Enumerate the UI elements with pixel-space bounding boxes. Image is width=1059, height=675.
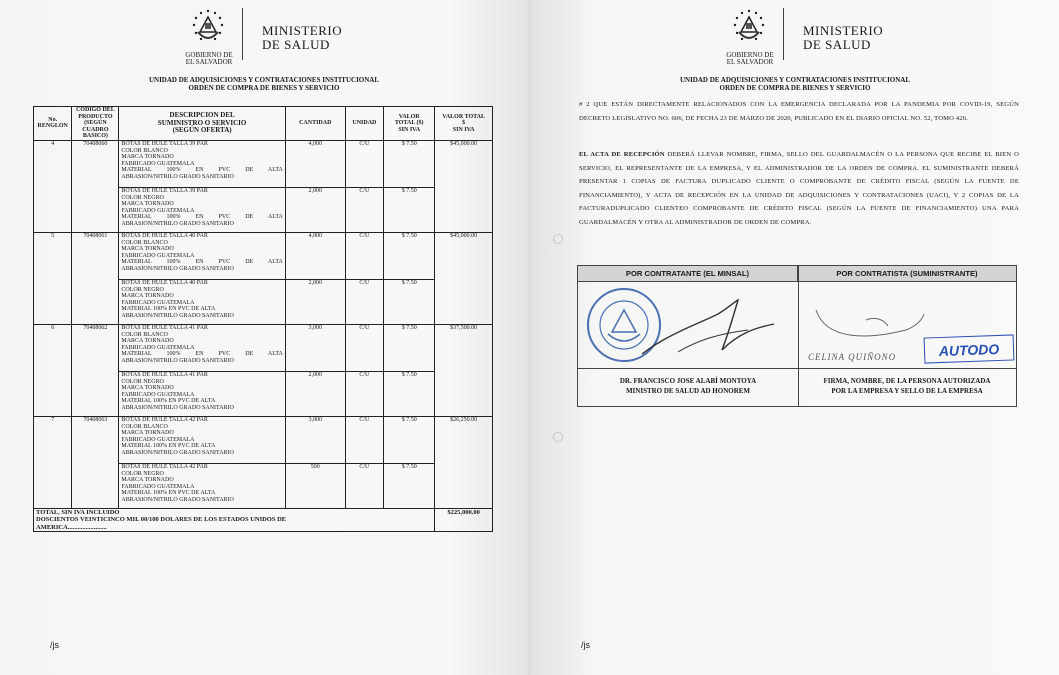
ministry-line1: MINISTERIO [262, 23, 343, 38]
table-row: BOTAS DE HULE TALLA 40 PAR COLOR NEGRO MARCA TORNADO FABRICADO GUATEMALA MATERIAL 100% EN PVC DE ALTA ABRASION/NITRILO GRADO SANITARIO 2,000 C/U $ 7.50 [34, 279, 493, 324]
table-row: BOTAS DE HULE TALLA 39 PAR COLOR NEGRO MARCA TORNADO FABRICADO GUATEMALA MATERIAL 100% EN PVC DE ALTA ABRASION/NITRILO GRADO SANITARIO 2,000 C/U $ 7.50 [34, 187, 493, 232]
signer-right: FIRMA, NOMBRE, DE LA PERSONA AUTORIZADA POR LA EMPRESA Y SELLO DE LA EMPRESA [823, 377, 991, 395]
company-stamp: AUTODO [924, 334, 1015, 363]
header-divider [242, 8, 243, 60]
table-body [34, 140, 493, 532]
table-row: 4 70408060 BOTAS DE HULE TALLA 39 PAR COLOR BLANCO MARCA TORNADO FABRICADO GUATEMALA MATERIAL 100% EN PVC DE ALTA ABRASION/NITRILO GRADO SANITARIO 4,000 C/U $ 7.50 $45,000.00 [34, 140, 493, 187]
signature-table [577, 265, 1017, 407]
left-page [0, 0, 528, 675]
signature-scribble-icon [638, 294, 778, 366]
signer-left: DR. FRANCISCO JOSE ALABÍ MONTOYA MINISTRO DE SALUD AD HONOREM [619, 377, 757, 395]
coat-of-arms-icon [729, 8, 769, 48]
col-descripcion: DESCRIPCION DEL SUMINISTRO O SERVICIO (SEGÚN OFERTA) [119, 107, 286, 141]
table-row: BOTAS DE HULE TALLA 42 PAR COLOR NEGRO MARCA TORNADO FABRICADO GUATEMALA MATERIAL 100% EN PVC DE ALTA ABRASION/NITRILO GRADO SANITARIO 500 C/U $ 7.50 [34, 463, 493, 508]
right-page [531, 0, 1059, 675]
gob-line2: EL SALVADOR [185, 58, 233, 66]
footer-initials: /js [50, 640, 59, 650]
purchase-order-table [33, 106, 493, 532]
col-renglon: No. RENGLON [34, 107, 72, 141]
col-cantidad: CANTIDAD [285, 107, 345, 141]
paragraph-acta: EL ACTA DE RECEPCIÓN DEBERÁ LLEVAR NOMBRE, FIRMA, SELLO DEL GUARDALMACÉN O LA PERSONA QUE RECIBE EL BIEN O SERVICIO, EL REPRESENTANTE DE LA EMPRESA, Y EL ADMINISTRADOR DE LA ORDEN DE COMPRA. EL SUMINISTRANTE DEBERÁ PRESENTAR 1 COPIAS DE FACTURA DUPLICADO CLIENTE O COMPROBANTE DE CRÉDITO FISCAL (SEGÚN LA FUENTE DE FINANCIAMIENTO), Y ACTA DE RECEPCIÓN EN LA UNIDAD DE ADQUISICIONES Y CONTRATACIONES (UACI), Y 2 COPIAS DE LA FACTURADUPLICADO CLIENTEO COMPROBANTE DE CRÉDITO FISCAL (SEGÚN LA FUENTE DE FINANCIAMIENTO) UNA PARA GUARDALMACÉN Y OTRA AL ADMINISTRADOR DE ORDEN DE COMPRA. [579, 151, 1020, 226]
sig-header-contratista: POR CONTRATISTA (SUMINISTRANTE) [798, 266, 1016, 282]
table-row: 6 70408062 BOTAS DE HULE TALLA 41 PAR COLOR BLANCO MARCA TORNADO FABRICADO GUATEMALA MATERIAL 100% EN PVC DE ALTA ABRASION/NITRILO GRADO SANITARIO 3,000 C/U $ 7.50 $37,500.00 [34, 324, 493, 371]
col-valor: VALOR TOTAL ($) SIN IVA [384, 107, 435, 141]
contractor-signature-icon [806, 290, 926, 350]
ministry-header [180, 6, 420, 70]
table-row: BOTAS DE HULE TALLA 41 PAR COLOR NEGRO MARCA TORNADO FABRICADO GUATEMALA MATERIAL 100% EN PVC DE ALTA ABRASION/NITRILO GRADO SANITARIO 2,000 C/U $ 7.50 [34, 371, 493, 416]
total-row [34, 508, 493, 532]
binder-hole [553, 234, 563, 244]
ministry-line2: DE SALUD [262, 37, 330, 52]
sig-header-contratante: POR CONTRATANTE (EL MINSAL) [578, 266, 798, 282]
total-label: TOTAL, SIN IVA INCLUIDO DOSCIENTOS VEINTICINCO MIL 00/100 DOLARES DE LOS ESTADOS UNIDOS DE AMERICA........................ [34, 508, 435, 532]
total-value: $225,000.00 [435, 508, 493, 532]
table-row: 7 70408063 BOTAS DE HULE TALLA 42 PAR COLOR BLANCO MARCA TORNADO FABRICADO GUATEMALA MATERIAL 100% EN PVC DE ALTA ABRASION/NITRILO GRADO SANITARIO 3,000 C/U $ 7.50 $26,250.00 [34, 416, 493, 463]
col-unidad: UNIDAD [345, 107, 383, 141]
ministry-header: GOBIERNO DE EL SALVADOR MINISTERIO DE SALUD [721, 6, 961, 70]
binder-hole [553, 432, 563, 442]
footer-initials: /js [581, 640, 590, 650]
handwritten-name: CELINA QUIÑONO [808, 352, 897, 362]
col-valor-total: VALOR TOTAL $ SIN IVA [435, 107, 493, 141]
unit-title: UNIDAD DE ADQUISICIONES Y CONTRATACIONES INSTITUCIONAL ORDEN DE COMPRA DE BIENES Y SERVICIO [148, 76, 380, 92]
col-codigo: CODIGO DEL PRODUCTO (SEGÚN CUADRO BASICO) [72, 107, 119, 141]
paragraph-decree: # 2 QUE ESTÁN DIRECTAMENTE RELACIONADOS CON LA EMERGENCIA DECLARADA POR LA PANDEMIA POR COVID-19, SEGÚN DECRETO LEGISLATIVO NO. 606, DE FECHA 23 DE MARZO DE 2020, PUBLICADO EN EL DIARIO OFICIAL NO. 52, TOMO 426. [579, 101, 1019, 122]
table-row: 5 70408061 BOTAS DE HULE TALLA 40 PAR COLOR BLANCO MARCA TORNADO FABRICADO GUATEMALA MATERIAL 100% EN PVC DE ALTA ABRASION/NITRILO GRADO SANITARIO 4,000 C/U $ 7.50 $45,000.00 [34, 232, 493, 279]
gob-line1: GOBIERNO DE [185, 51, 233, 59]
table-header-row [34, 107, 493, 141]
unit-title: UNIDAD DE ADQUISICIONES Y CONTRATACIONES INSTITUCIONAL ORDEN DE COMPRA DE BIENES Y SERVICIO [679, 76, 911, 92]
coat-of-arms-icon [188, 8, 228, 48]
